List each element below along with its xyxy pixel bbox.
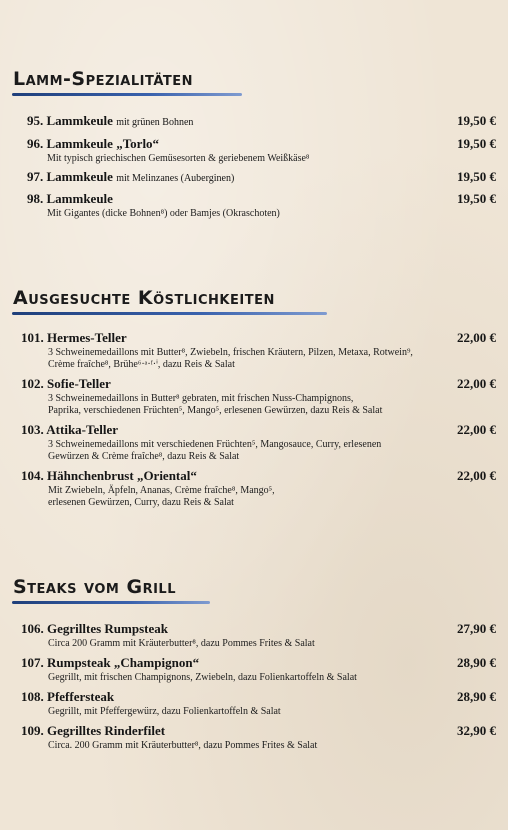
title-underline [12, 93, 242, 96]
title-underline [12, 312, 327, 315]
item-name: 95. Lammkeule mit grünen Bohnen [27, 113, 194, 128]
item-description: Gegrillt, mit Pfeffergewürz, dazu Folienkartoffeln & Salat [48, 706, 281, 717]
item-description: Mit Zwiebeln, Äpfeln, Ananas, Crème fraîche⁸, Mango⁵, erlesenen Gewürzen, Curry, dazu Reis & Salat [48, 485, 275, 508]
item-description: Gegrillt, mit frischen Champignons, Zwiebeln, dazu Folienkartoffeln & Salat [48, 672, 357, 683]
item-name: 108. Pfeffersteak [21, 689, 115, 704]
item-name: 107. Rumpsteak „Champignon“ [21, 655, 200, 670]
item-price: 27,90 € [457, 621, 496, 636]
title-underline [12, 601, 210, 604]
item-name: 106. Gegrilltes Rumpsteak [21, 621, 168, 636]
item-price: 22,00 € [457, 422, 496, 437]
item-price: 32,90 € [457, 723, 496, 738]
item-price: 22,00 € [457, 468, 496, 483]
item-description: Circa 200 Gramm mit Kräuterbutter⁸, dazu Pommes Frites & Salat [48, 638, 315, 649]
item-description: 3 Schweinemedaillons in Butter⁸ gebraten, mit frischen Nuss-Champignons, Paprika, verschiedenen Früchten⁵, Mango⁵, erlesenen Gewürzen, dazu Reis & Salat [48, 393, 383, 416]
section-title: Steaks vom Grill [13, 576, 176, 598]
item-price: 19,50 € [457, 169, 496, 184]
item-name: 102. Sofie-Teller [21, 376, 111, 391]
item-name: 97. Lammkeule mit Melinzanes (Auberginen) [27, 169, 235, 184]
item-description: Mit typisch griechischen Gemüsesorten & geriebenem Weißkäse⁸ [47, 153, 310, 164]
item-name: 104. Hähnchenbrust „Oriental“ [21, 468, 197, 483]
item-description: 3 Schweinemedaillons mit Butter⁸, Zwiebeln, frischen Kräutern, Pilzen, Metaxa, Rotwein⁹, Crème fraîche⁸, Brühe⁶·ᵃ·ᶠ·ⁱ, dazu Reis & Salat [48, 347, 413, 370]
item-note: mit grünen Bohnen [116, 117, 194, 128]
item-name: 96. Lammkeule „Torlo“ [27, 136, 160, 151]
item-price: 19,50 € [457, 136, 496, 151]
item-price: 22,00 € [457, 376, 496, 391]
item-description: Circa. 200 Gramm mit Kräuterbutter⁸, dazu Pommes Frites & Salat [48, 740, 318, 751]
section-title: Ausgesuchte Köstlichkeiten [13, 287, 275, 309]
item-name: 109. Gegrilltes Rinderfilet [21, 723, 166, 738]
item-name: 103. Attika-Teller [21, 422, 119, 437]
item-price: 28,90 € [457, 689, 496, 704]
item-description: Mit Gigantes (dicke Bohnen⁸) oder Bamjes (Okraschoten) [47, 208, 280, 219]
item-price: 28,90 € [457, 655, 496, 670]
item-description: 3 Schweinemedaillons mit verschiedenen Früchten⁵, Mangosauce, Curry, erlesenen Gewürzen & Crème fraîche⁸, dazu Reis & Salat [48, 439, 382, 462]
item-name: 101. Hermes-Teller [21, 330, 127, 345]
section-title: Lamm-Spezialitäten [13, 68, 194, 90]
item-price: 22,00 € [457, 330, 496, 345]
item-price: 19,50 € [457, 191, 496, 206]
item-name: 98. Lammkeule [27, 191, 113, 206]
item-note: mit Melinzanes (Auberginen) [116, 173, 235, 184]
item-price: 19,50 € [457, 113, 496, 128]
